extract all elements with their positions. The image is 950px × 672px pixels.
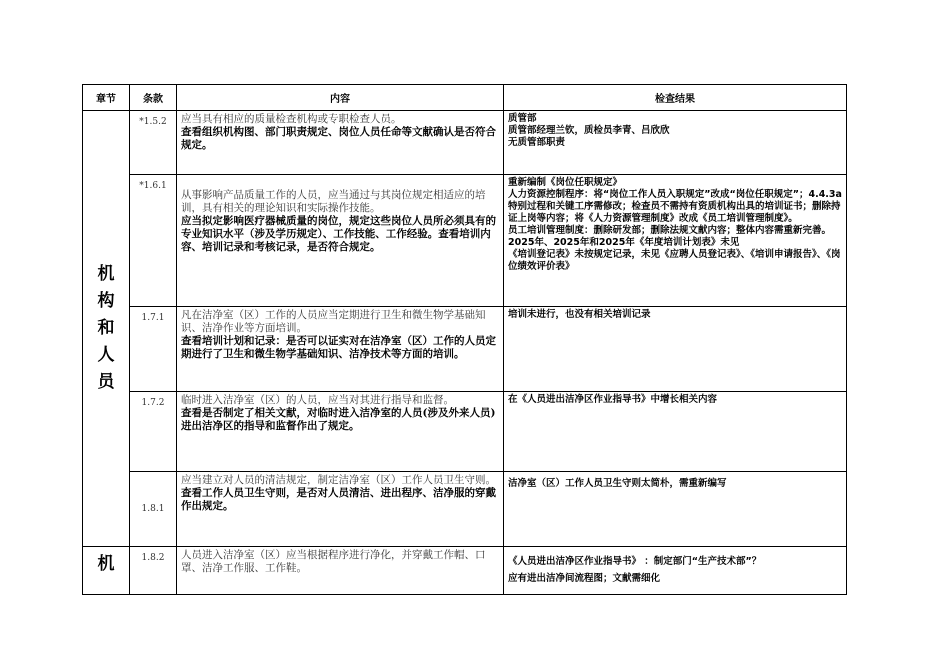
result-cell bbox=[504, 307, 847, 392]
table-row bbox=[83, 111, 847, 175]
requirement-text: 应当建立对人员的清洁规定，制定洁净室（区）工作人员卫生守则。 bbox=[181, 474, 496, 486]
check-text: 查看工作人员卫生守则，是否对人员清洁、进出程序、洁净服的穿戴作出规定。 bbox=[181, 487, 496, 512]
check-text: 查看培训计划和记录：是否可以证实对在洁净室（区）工作的人员定期进行了卫生和微生物学基础知识、洁净技术等方面的培训。 bbox=[181, 335, 496, 360]
check-text: 查看是否制定了相关文献，对临时进入洁净室的人员(涉及外来人员)进出洁净区的指导和监督作出了规定。 bbox=[181, 407, 496, 432]
content-cell bbox=[177, 392, 504, 472]
content-cell bbox=[177, 175, 504, 307]
requirement-text: 临时进入洁净室（区）的人员，应当对其进行指导和监督。 bbox=[181, 394, 454, 406]
result-line: 员工培训管理制度：删除研发部；删除法规文献内容；整体内容需重新完善。 bbox=[508, 225, 832, 236]
table-row bbox=[83, 307, 847, 392]
content-cell bbox=[177, 111, 504, 175]
chapter-cell bbox=[83, 547, 130, 595]
header-clause: 条款 bbox=[130, 85, 177, 111]
table-header-row bbox=[83, 85, 847, 111]
clause-cell: *1.5.2 bbox=[130, 111, 177, 175]
result-cell bbox=[504, 472, 847, 547]
requirement-text: 从事影响产品质量工作的人员，应当通过与其岗位规定相适应的培训，具有相关的理论知识和实际操作技能。 bbox=[181, 189, 486, 214]
content-cell bbox=[177, 547, 504, 595]
result-line: 质管部经理兰钦，质检员李青、吕欣欣 bbox=[508, 125, 670, 136]
result-cell bbox=[504, 392, 847, 472]
result-line: 重新编制《岗位任职规定》 bbox=[508, 177, 623, 188]
inspection-table bbox=[82, 84, 847, 595]
result-line: 人力资源控制程序：将“岗位工作人员入职规定”改成“岗位任职规定”；4.4.3a特别过程和关键工序需修改；检查员不需持有资质机构出具的培训证书；删除持证上岗等内容；将《人力资源管理制度》改成《员工培训管理制度》。 bbox=[508, 189, 842, 224]
result-line: 应有进出洁净间流程图；文献需细化 bbox=[508, 573, 661, 584]
table-row bbox=[83, 175, 847, 307]
result-line: 质管部 bbox=[508, 113, 537, 124]
header-content: 内容 bbox=[177, 85, 504, 111]
result-cell bbox=[504, 547, 847, 595]
requirement-text: 人员进入洁净室（区）应当根据程序进行净化，并穿戴工作帽、口罩、洁净工作服、工作鞋。 bbox=[181, 549, 486, 574]
requirement-text: 应当具有相应的质量检查机构或专职检查人员。 bbox=[181, 113, 402, 125]
clause-cell: 1.8.1 bbox=[130, 472, 177, 547]
chapter-label: 机 构 和 人 员 bbox=[97, 264, 115, 392]
chapter-label-next: 机 bbox=[97, 554, 115, 574]
content-cell bbox=[177, 472, 504, 547]
result-line: 无质管部职责 bbox=[508, 137, 566, 148]
clause-cell: 1.7.2 bbox=[130, 392, 177, 472]
result-cell bbox=[504, 175, 847, 307]
inspection-table-page bbox=[82, 84, 846, 595]
result-line: 洁净室（区）工作人员卫生守则太简朴，需重新编写 bbox=[508, 478, 727, 489]
check-text: 查看组织机构图、部门职责规定、岗位人员任命等文献确认是否符合规定。 bbox=[181, 126, 496, 151]
clause-cell: *1.6.1 bbox=[130, 175, 177, 307]
table-row bbox=[83, 392, 847, 472]
header-chapter: 章节 bbox=[83, 85, 130, 111]
chapter-cell bbox=[83, 111, 130, 547]
requirement-text: 凡在洁净室（区）工作的人员应当定期进行卫生和微生物学基础知识、洁净作业等方面培训。 bbox=[181, 309, 486, 334]
clause-cell: 1.8.2 bbox=[130, 547, 177, 595]
table-row bbox=[83, 547, 847, 595]
result-line: 培训未进行，也没有相关培训记录 bbox=[508, 309, 651, 320]
content-cell bbox=[177, 307, 504, 392]
clause-cell: 1.7.1 bbox=[130, 307, 177, 392]
table-row bbox=[83, 472, 847, 547]
result-cell bbox=[504, 111, 847, 175]
result-line: 《人员进出洁净区作业指导书》 ：制定部门“生产技术部”？ bbox=[508, 556, 762, 567]
header-result: 检查结果 bbox=[504, 85, 847, 111]
check-text: 应当拟定影响医疗器械质量的岗位，规定这些岗位人员所必须具有的专业知识水平（涉及学历规定）、工作技能、工作经验。查看培训内容、培训记录和考核记录，是否符合规定。 bbox=[181, 215, 496, 253]
result-line: 《培训登记表》未按规定记录，未见《应聘人员登记表》、《培训申请报告》、《岗位绩效评价表》 bbox=[508, 249, 841, 272]
result-line: 2025年、2025年和2025年《年度培训计划表》未见 bbox=[508, 237, 740, 248]
result-line: 在《人员进出洁净区作业指导书》中增长相关内容 bbox=[508, 394, 718, 405]
